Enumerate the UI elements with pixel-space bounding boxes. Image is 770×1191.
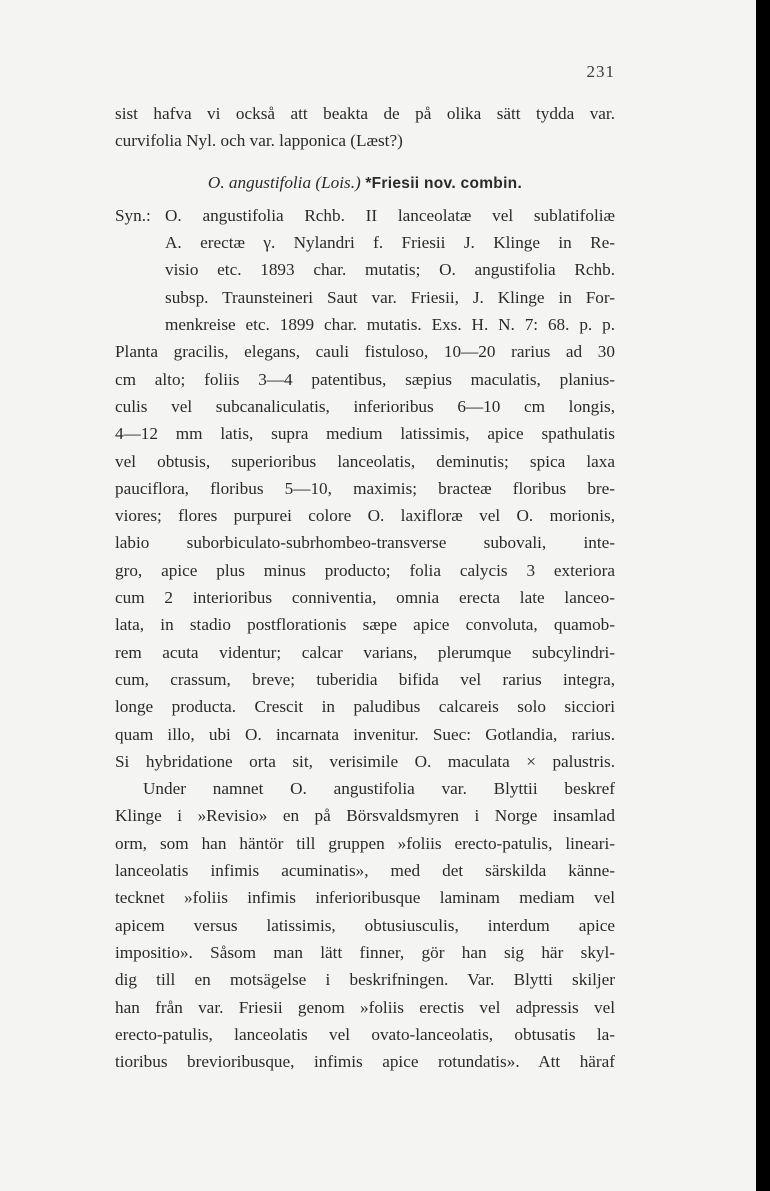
description-line: Planta gracilis, elegans, cauli fistuloso, 10—20 rarius ad 30 [115,342,615,362]
intro-line: curvifolia Nyl. och var. lapponica (Læst?) [115,131,403,151]
paragraph-line: han från var. Friesii genom »foliis erectis vel adpressis vel [115,997,615,1017]
paragraph-line: dig till en motsägelse i beskrifningen. Var. Blytti skiljer [115,970,615,990]
paragraph-line: erecto-patulis, lanceolatis vel ovato-lanceolatis, obtusatis la- [115,1024,615,1044]
description-line: cum, crassum, breve; tuberidia bifida vel rarius integra, [115,669,615,689]
synonymy-label: Syn.: [115,205,151,225]
description-line: pauciflora, floribus 5—10, maximis; bracteæ floribus bre- [115,478,615,498]
synonymy-line: visio etc. 1893 char. mutatis; O. angustifolia Rchb. [165,260,615,280]
synonymy-line: A. erectæ γ. Nylandri f. Friesii J. Klinge in Re- [165,233,615,253]
paragraph-line: tioribus brevioribusque, infimis apice rotundatis». Att häraf [115,1052,615,1072]
description-line: cum 2 interioribus conniventia, omnia erecta late lanceo- [115,588,615,608]
description-line: lata, in stadio postflorationis sæpe apice convoluta, quamob- [115,615,615,635]
description-line: culis vel subcanaliculatis, inferioribus 6—10 cm longis, [115,396,615,416]
taxon-name: O. angustifolia (Lois.) [207,172,361,192]
synonymy-block [115,202,615,338]
swedish-paragraph [115,775,615,1075]
paragraph-line: apicem versus latissimis, obtusiusculis, interdum apice [115,915,615,935]
description-line: cm alto; foliis 3—4 patentibus, sæpius maculatis, planius- [115,369,615,389]
book-page [115,62,615,1075]
paragraph-line: orm, som han häntör till gruppen »foliis erecto-patulis, lineari- [115,833,615,853]
description-line: gro, apice plus minus producto; folia calycis 3 exteriora [115,560,615,580]
paragraph-line: Under namnet O. angustifolia var. Blyttii beskref [143,779,615,799]
description-line: vel obtusis, superioribus lanceolatis, deminutis; spica laxa [115,451,615,471]
scan-edge [756,0,770,1191]
synonymy-line: O. angustifolia Rchb. II lanceolatæ vel sublatifoliæ [165,205,615,225]
intro-paragraph [115,100,615,155]
description-line: rem acuta videntur; calcar varians, plerumque subcylindri- [115,642,615,662]
latin-description [115,338,615,775]
description-line: labio suborbiculato-subrhombeo-transverse subovali, inte- [115,533,615,553]
description-line: quam illo, ubi O. incarnata invenitur. Suec: Gotlandia, rarius. [115,724,615,744]
description-line: Si hybridatione orta sit, verisimile O. maculata × palustris. [115,751,615,771]
page-number: 231 [586,62,615,81]
paragraph-line: tecknet »foliis infimis inferioribusque laminam mediam vel [115,888,615,908]
paragraph-line: impositio». Såsom man lätt finner, gör han sig här skyl- [115,942,615,962]
description-line: viores; flores purpurei colore O. laxifloræ vel O. morionis, [115,506,615,526]
synonymy-line: subsp. Traunsteineri Saut var. Friesii, J. Klinge in For- [165,287,615,307]
paragraph-line: Klinge i »Revisio» en på Börsvaldsmyren i Norge insamlad [115,806,615,826]
synonymy-line: menkreise etc. 1899 char. mutatis. Exs. H. N. 7: 68. p. p. [165,315,615,335]
description-line: longe producta. Crescit in paludibus calcareis solo sicciori [115,697,615,717]
intro-line: sist hafva vi också att beakta de på olika sätt tydda var. [115,104,615,123]
paragraph-line: lanceolatis infimis acuminatis», med det särskilda känne- [115,861,615,881]
description-line: 4—12 mm latis, supra medium latissimis, apice spathulatis [115,424,615,444]
taxon-heading [115,169,615,196]
taxon-combination: *Friesii nov. combin. [360,174,523,192]
